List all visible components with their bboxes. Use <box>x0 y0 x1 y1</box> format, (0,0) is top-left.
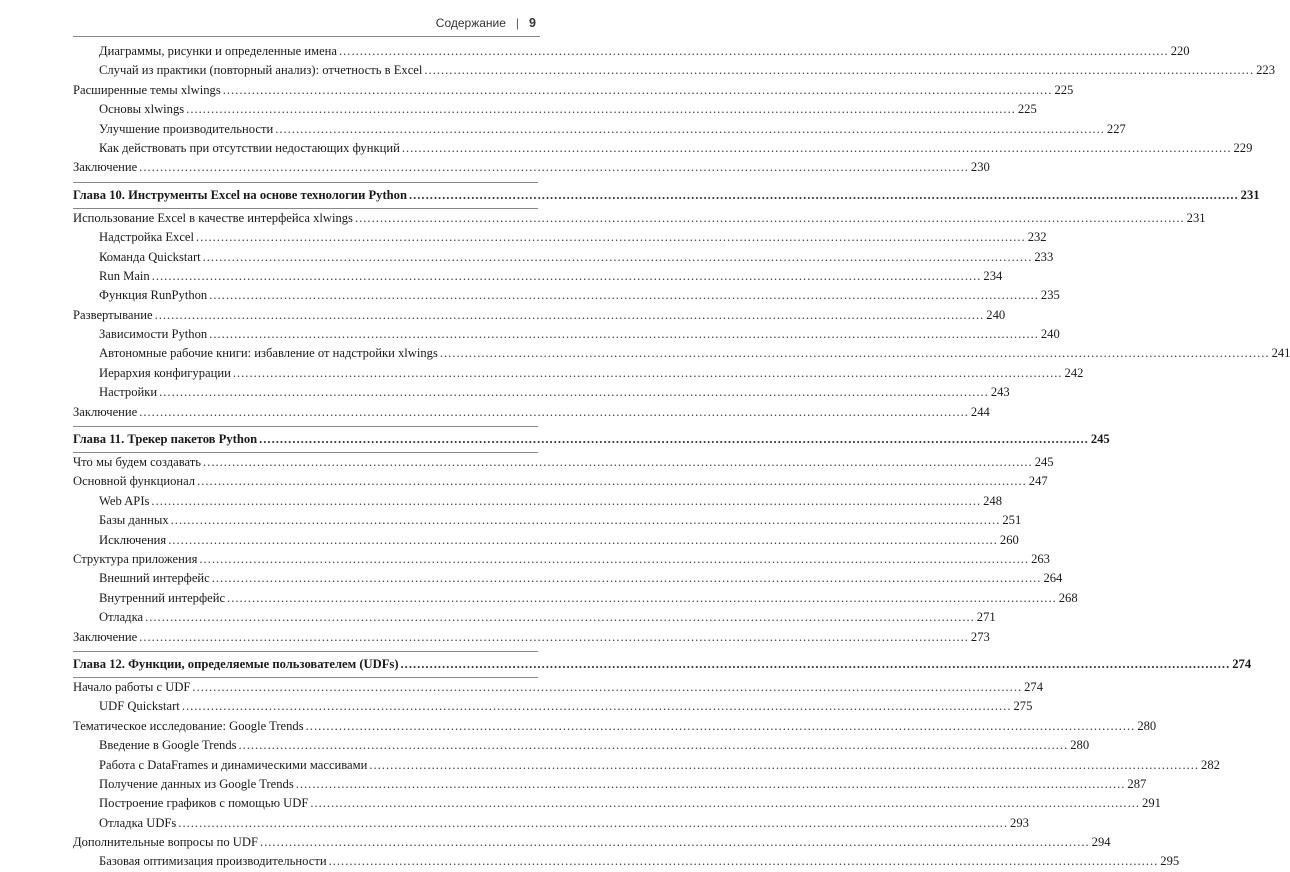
toc-entry-page: 220 <box>1170 44 1190 58</box>
toc-section-entry <box>73 717 1157 736</box>
toc-entry-title: Глава 10. Инструменты Excel на основе технологии Python <box>73 187 407 202</box>
toc-subsection-entry <box>73 267 1003 286</box>
toc-section-entry <box>73 472 1048 491</box>
toc-entry-page: 280 <box>1137 718 1157 733</box>
toc-entry-page: 233 <box>1034 249 1054 264</box>
toc-entry-page: 245 <box>1090 432 1110 447</box>
toc-subsection-entry <box>73 794 1161 813</box>
toc-subsection-entry <box>73 139 1253 158</box>
toc-section-entry <box>73 833 1111 852</box>
toc-section-entry <box>73 208 1206 228</box>
toc-entry-page: 264 <box>1043 571 1063 586</box>
toc-entry-page: 291 <box>1142 796 1161 811</box>
toc-entry-page: 231 <box>1240 187 1260 202</box>
toc-entry-title: Введение в Google Trends <box>99 738 237 753</box>
dot-leader <box>199 550 1029 569</box>
toc-entry-page: 241 <box>1271 346 1290 361</box>
running-head <box>436 16 536 30</box>
toc-entry-page: 251 <box>1002 513 1022 528</box>
toc-section-entry <box>73 550 1050 569</box>
toc-chapter-entry <box>73 182 1260 208</box>
dot-leader <box>186 100 1016 119</box>
toc-entry-page: 243 <box>990 385 1010 400</box>
toc-entry-page: 295 <box>1160 854 1180 869</box>
toc-entry-title: Иерархия конфигурации <box>99 365 231 380</box>
dot-leader <box>296 775 1126 794</box>
dot-leader <box>329 852 1159 871</box>
dot-leader <box>197 472 1027 491</box>
dot-leader <box>145 608 975 627</box>
toc-entry-title: Базовая оптимизация производительности <box>99 854 327 869</box>
toc-subsection-entry <box>73 492 1002 511</box>
toc-subsection-entry <box>73 120 1126 139</box>
toc-entry-page: 275 <box>1013 699 1033 714</box>
dot-leader <box>339 42 1169 61</box>
toc-entry-title: Как действовать при отсутствии недостающих функций <box>99 140 400 155</box>
toc-entry-page: 240 <box>1040 327 1060 342</box>
toc-entry-page: 244 <box>970 404 990 419</box>
toc-entry-title: Внешний интерфейс <box>99 571 210 586</box>
toc-entry-title: Построение графиков с помощью UDF <box>99 796 309 811</box>
toc-entry-page: 280 <box>1070 738 1090 753</box>
toc-entry-title: Начало работы с UDF <box>73 679 191 694</box>
toc-entry-page: 242 <box>1064 365 1084 380</box>
toc-entry-title: Основы xlwings <box>99 102 185 117</box>
table-of-contents <box>73 42 1290 872</box>
toc-entry-page: 231 <box>1186 210 1206 225</box>
toc-section-entry <box>73 306 1006 325</box>
toc-entry-title: Отладка <box>99 610 144 625</box>
dot-leader <box>139 158 969 177</box>
toc-entry-title: Диаграммы, рисунки и определенные имена <box>99 44 337 58</box>
toc-entry-title: Получение данных из Google Trends <box>99 776 294 791</box>
toc-entry-page: 293 <box>1010 815 1029 830</box>
toc-section-entry <box>73 677 1043 697</box>
toc-entry-title: Расширенные темы xlwings <box>73 82 221 97</box>
toc-entry-page: 273 <box>970 629 990 644</box>
dot-leader <box>182 697 1012 716</box>
toc-subsection-entry <box>73 364 1084 383</box>
toc-entry-page: 232 <box>1027 230 1047 245</box>
toc-subsection-entry <box>73 569 1063 588</box>
dot-leader <box>178 814 1008 833</box>
toc-subsection-entry <box>73 608 996 627</box>
toc-entry-page: 263 <box>1031 551 1050 566</box>
toc-entry-page: 240 <box>986 307 1006 322</box>
dot-leader <box>440 344 1270 363</box>
toc-entry-page: 274 <box>1024 679 1043 694</box>
header-rule <box>73 36 540 37</box>
toc-entry-page: 235 <box>1040 288 1060 303</box>
toc-subsection-entry <box>73 228 1047 247</box>
dot-leader <box>306 717 1136 736</box>
toc-entry-title: Заключение <box>73 629 138 644</box>
toc-entry-title: Внутренний интерфейс <box>99 590 226 605</box>
toc-entry-title: UDF Quickstart <box>99 699 180 714</box>
dot-leader <box>139 403 969 422</box>
toc-entry-page: 229 <box>1233 140 1253 155</box>
toc-subsection-entry <box>73 248 1054 267</box>
toc-subsection-entry <box>73 42 1190 61</box>
toc-entry-page: 268 <box>1058 590 1078 605</box>
toc-entry-page: 234 <box>983 268 1003 283</box>
toc-entry-page: 282 <box>1201 757 1220 772</box>
toc-chapter-entry <box>73 426 1110 452</box>
toc-subsection-entry <box>73 286 1060 305</box>
toc-subsection-entry <box>73 852 1180 871</box>
toc-entry-page: 245 <box>1034 455 1054 470</box>
toc-entry-title: Глава 11. Трекер пакетов Python <box>73 432 258 447</box>
toc-entry-title: Функция RunPython <box>99 288 208 303</box>
dot-leader <box>171 511 1001 530</box>
dot-leader <box>192 678 1022 697</box>
toc-entry-title: Web APIs <box>99 493 150 508</box>
toc-entry-title: Случай из практики (повторный анализ): отчетность в Excel <box>99 63 423 78</box>
dot-leader <box>209 286 1039 305</box>
dot-leader <box>168 531 998 550</box>
header-separator: | <box>515 16 520 30</box>
toc-subsection-entry <box>73 814 1029 833</box>
dot-leader <box>259 427 1089 452</box>
toc-entry-page: 287 <box>1127 776 1147 791</box>
toc-entry-title: Основной функционал <box>73 474 196 489</box>
dot-leader <box>223 81 1053 100</box>
toc-entry-title: Работа с DataFrames и динамическими массивами <box>99 757 368 772</box>
toc-entry-page: 225 <box>1017 102 1037 117</box>
dot-leader <box>196 228 1026 247</box>
dot-leader <box>401 652 1231 677</box>
toc-entry-title: Заключение <box>73 404 138 419</box>
toc-entry-page: 260 <box>999 532 1019 547</box>
dot-leader <box>139 628 969 647</box>
toc-entry-title: Исключения <box>99 532 167 547</box>
dot-leader <box>227 589 1057 608</box>
dot-leader <box>203 453 1033 472</box>
toc-entry-title: Тематическое исследование: Google Trends <box>73 718 304 733</box>
toc-entry-title: Структура приложения <box>73 551 198 566</box>
toc-section-entry <box>73 81 1074 100</box>
section-title: Содержание <box>435 16 506 30</box>
toc-entry-page: 223 <box>1256 63 1275 78</box>
dot-leader <box>151 492 981 511</box>
toc-subsection-entry <box>73 511 1022 530</box>
toc-entry-title: Команда Quickstart <box>99 249 201 264</box>
toc-entry-title: Дополнительные вопросы по UDF <box>73 835 258 850</box>
dot-leader <box>212 569 1042 588</box>
dot-leader <box>402 139 1232 158</box>
dot-leader <box>409 183 1239 208</box>
page-number: 9 <box>529 16 536 30</box>
dot-leader <box>159 383 989 402</box>
toc-subsection-entry <box>73 344 1290 363</box>
toc-entry-title: Базы данных <box>99 513 169 528</box>
toc-subsection-entry <box>73 775 1147 794</box>
toc-subsection-entry <box>73 383 1010 402</box>
toc-entry-title: Зависимости Python <box>99 327 208 342</box>
toc-entry-page: 271 <box>976 610 996 625</box>
toc-entry-title: Run Main <box>99 268 150 283</box>
toc-entry-title: Улучшение производительности <box>99 121 274 136</box>
toc-entry-title: Отладка UDFs <box>99 815 177 830</box>
toc-section-entry <box>73 403 990 422</box>
dot-leader <box>155 306 985 325</box>
toc-section-entry <box>73 628 990 647</box>
toc-subsection-entry <box>73 325 1060 344</box>
toc-subsection-entry <box>73 697 1033 716</box>
dot-leader <box>209 325 1039 344</box>
toc-entry-page: 230 <box>970 160 990 175</box>
dot-leader <box>424 61 1254 80</box>
dot-leader <box>260 833 1090 852</box>
toc-entry-title: Надстройка Excel <box>99 230 195 245</box>
dot-leader <box>233 364 1063 383</box>
toc-subsection-entry <box>73 756 1220 775</box>
dot-leader <box>275 120 1105 139</box>
toc-entry-page: 294 <box>1091 835 1111 850</box>
dot-leader <box>369 756 1199 775</box>
toc-entry-title: Развертывание <box>73 307 153 322</box>
toc-entry-page: 247 <box>1028 474 1048 489</box>
dot-leader <box>152 267 982 286</box>
toc-entry-title: Автономные рабочие книги: избавление от надстройки xlwings <box>99 346 438 361</box>
toc-subsection-entry <box>73 589 1078 608</box>
dot-leader <box>203 248 1033 267</box>
toc-entry-page: 248 <box>983 493 1002 508</box>
toc-subsection-entry <box>73 100 1037 119</box>
dot-leader <box>355 209 1185 228</box>
toc-entry-page: 227 <box>1106 121 1126 136</box>
dot-leader <box>239 736 1069 755</box>
toc-chapter-entry <box>73 651 1252 677</box>
toc-entry-title: Заключение <box>73 160 138 175</box>
toc-section-entry <box>73 452 1054 472</box>
toc-subsection-entry <box>73 531 1019 550</box>
toc-subsection-entry <box>73 61 1275 80</box>
toc-entry-page: 225 <box>1054 82 1074 97</box>
dot-leader <box>310 794 1140 813</box>
toc-section-entry <box>73 158 990 177</box>
toc-entry-page: 274 <box>1232 656 1252 671</box>
toc-entry-title: Глава 12. Функции, определяемые пользователем (UDFs) <box>73 656 399 671</box>
toc-entry-title: Настройки <box>99 385 158 400</box>
toc-entry-title: Что мы будем создавать <box>73 455 202 470</box>
toc-subsection-entry <box>73 736 1090 755</box>
toc-entry-title: Использование Excel в качестве интерфейса xlwings <box>73 210 353 225</box>
